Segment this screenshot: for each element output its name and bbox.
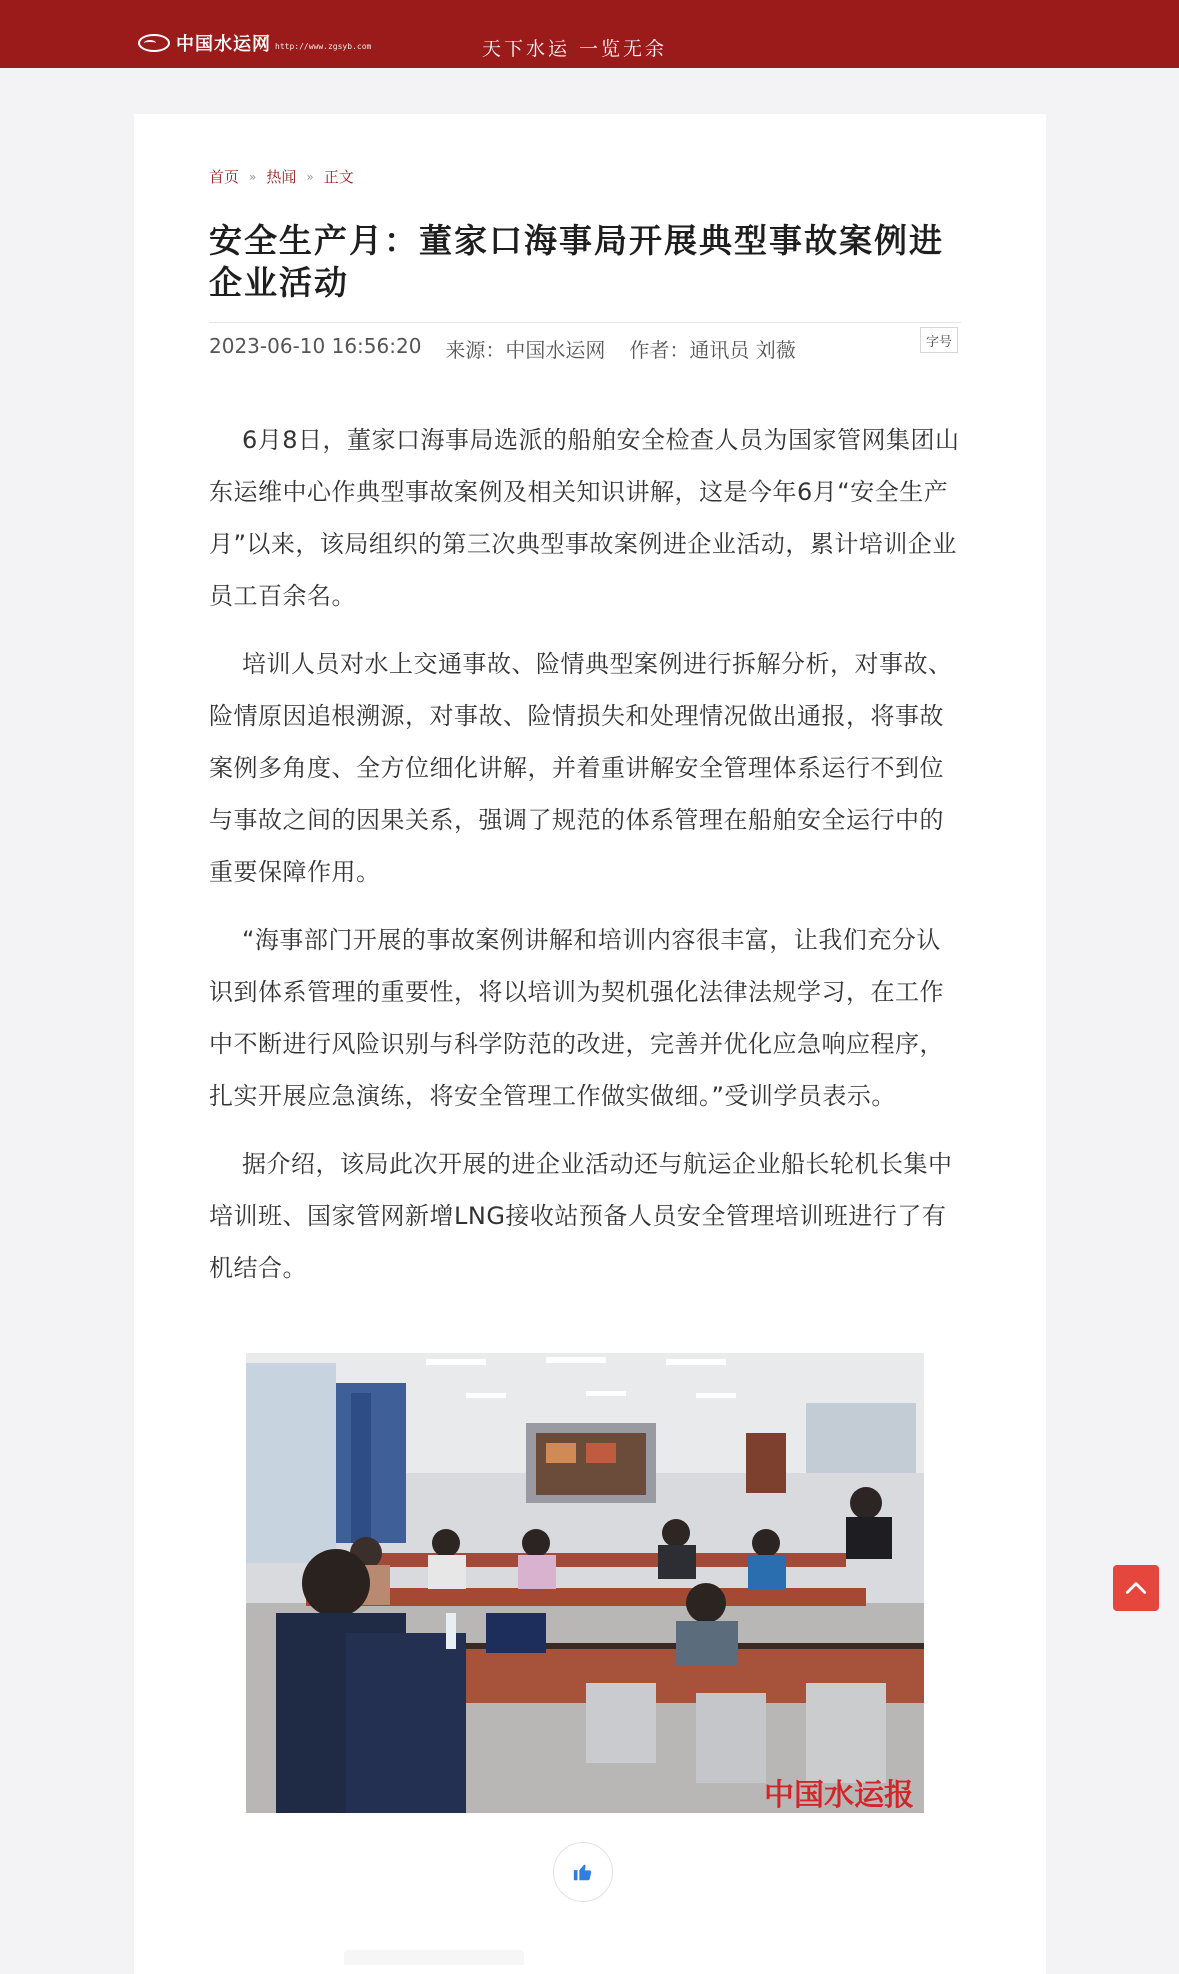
breadcrumb-current: 正文	[323, 168, 354, 186]
article-source: 来源：中国水运网	[445, 338, 606, 362]
article-paragraph: 培训人员对水上交通事故、险情典型案例进行拆解分析，对事故、险情原因追根溯源，对事故、险情损失和处理情况做出通报，将事故案例多角度、全方位细化讲解，并着重讲解安全管理体系运行不到位与事故之间的因果关系，强调了规范的体系管理在船舶安全运行中的重要保障作用。	[209, 650, 953, 886]
thumbs-up-icon	[572, 1861, 594, 1883]
logo-mark-icon	[138, 34, 170, 52]
meta-divider	[209, 322, 961, 323]
article-meta	[209, 334, 796, 363]
article-body	[209, 414, 961, 1310]
article-title: 安全生产月：董家口海事局开展典型事故案例进企业活动	[209, 221, 944, 302]
site-slogan: 天下水运 一览无余	[482, 38, 668, 60]
like-button[interactable]	[553, 1842, 613, 1902]
site-logo[interactable]	[138, 30, 371, 56]
article-author: 作者：通讯员 刘薇	[629, 338, 796, 362]
logo-name: 中国水运网	[176, 34, 271, 55]
logo-url: http://www.zgsyb.com	[275, 41, 372, 51]
back-to-top-button[interactable]	[1113, 1565, 1159, 1611]
classroom-photo-illustration	[246, 1353, 924, 1813]
article-paragraph: 6月8日，董家口海事局选派的船舶安全检查人员为国家管网集团山东运维中心作典型事故案例及相关知识讲解，这是今年6月“安全生产月”以来，该局组织的第三次典型事故案例进企业活动，累计培训企业员工百余名。	[209, 426, 960, 610]
breadcrumb-home-link[interactable]: 首页	[209, 168, 240, 186]
bottom-area-stub	[344, 1950, 524, 1965]
top-header-bar	[0, 0, 1179, 68]
article-paragraph: 据介绍，该局此次开展的进企业活动还与航运企业船长轮机长集中培训班、国家管网新增LNG接收站预备人员安全管理培训班进行了有机结合。	[209, 1150, 953, 1282]
article-photo	[246, 1353, 924, 1813]
chevron-up-icon	[1123, 1575, 1149, 1601]
breadcrumb-section-link[interactable]: 热闻	[266, 168, 297, 186]
breadcrumb	[209, 166, 354, 187]
article-card	[134, 114, 1046, 1974]
photo-watermark: 中国水运报	[764, 1778, 914, 1813]
publish-datetime: 2023-06-10 16:56:20	[209, 334, 422, 358]
breadcrumb-separator-icon: »	[249, 169, 257, 184]
article-paragraph: “海事部门开展的事故案例讲解和培训内容很丰富，让我们充分认识到体系管理的重要性，将以培训为契机强化法律法规学习，在工作中不断进行风险识别与科学防范的改进，完善并优化应急响应程序，扎实开展应急演练，将安全管理工作做实做细。”受训学员表示。	[209, 926, 944, 1110]
font-size-button[interactable]: 字号	[920, 327, 958, 353]
breadcrumb-separator-icon: »	[306, 169, 314, 184]
